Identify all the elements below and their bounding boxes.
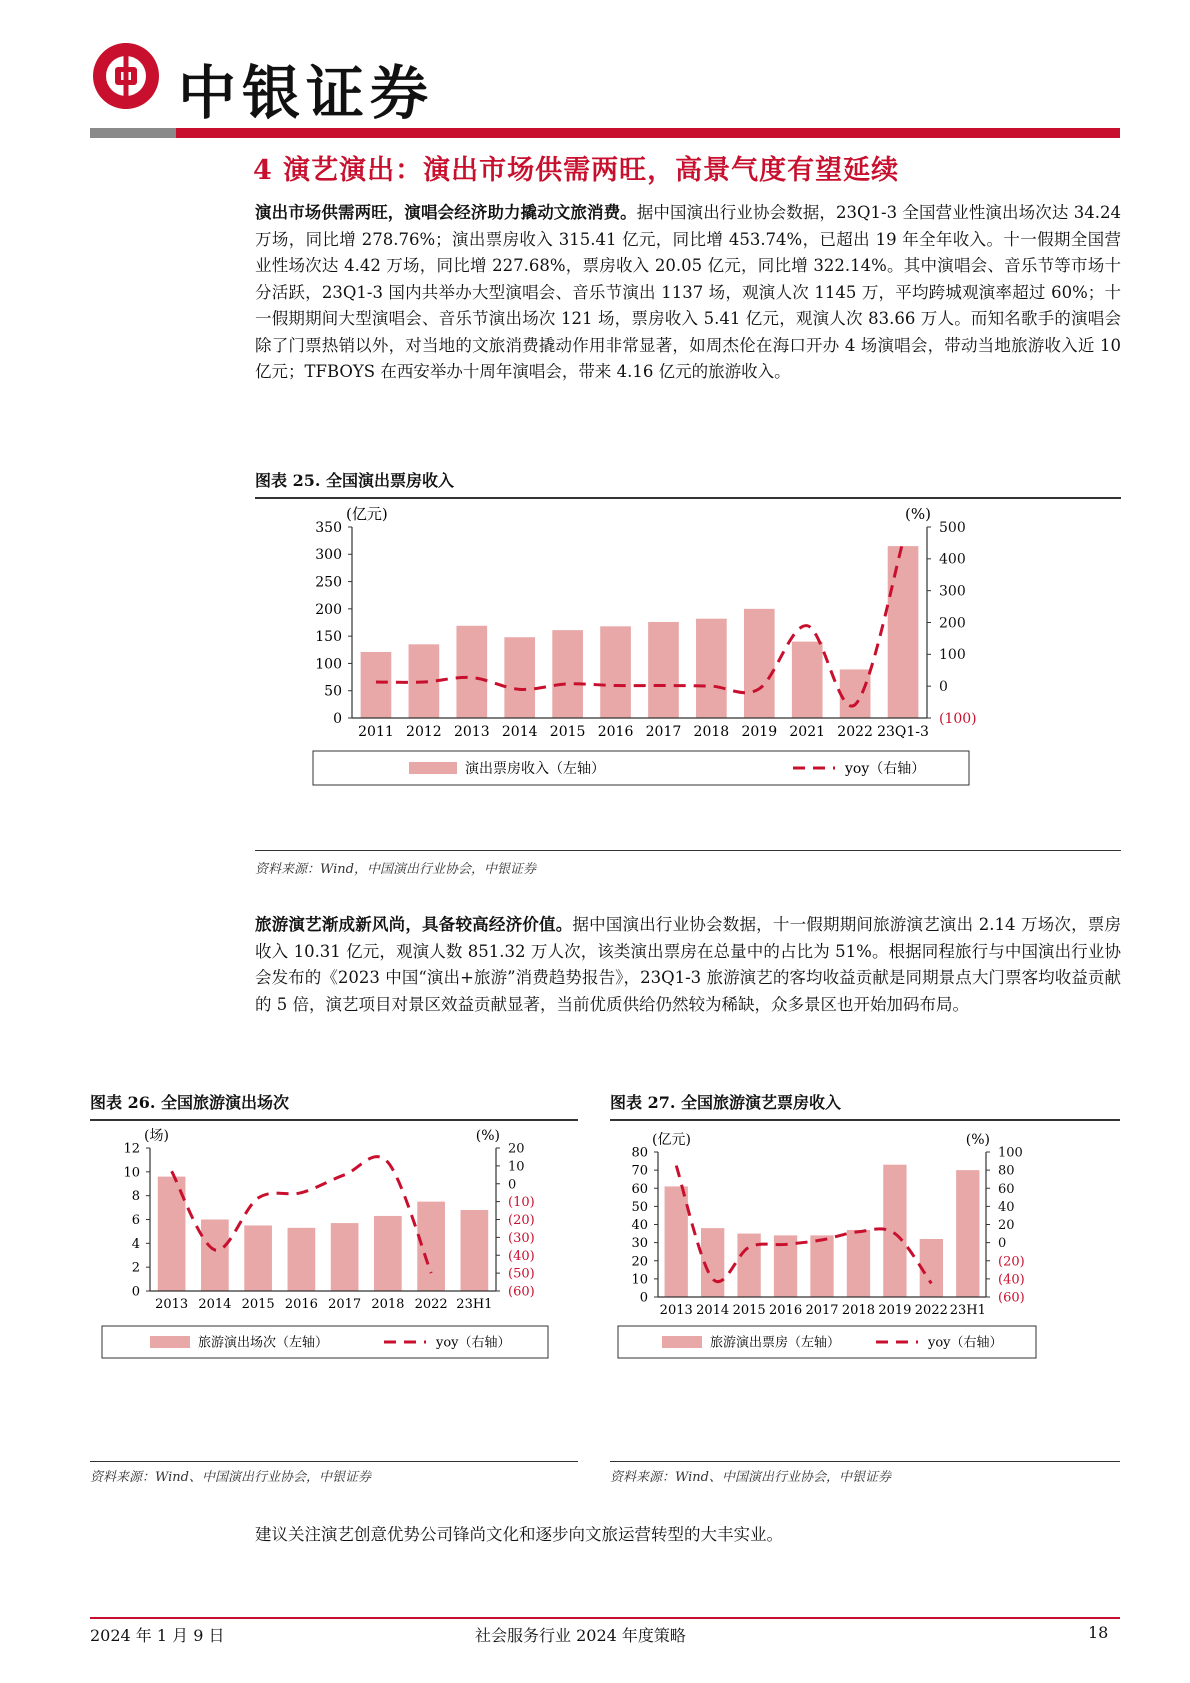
paragraph-2-lead: 旅游演艺渐成新风尚，具备较高经济价值。 [255, 915, 573, 934]
fig27-y2tick-label: 20 [998, 1218, 1015, 1234]
fig26-bar-2014 [201, 1220, 229, 1292]
logo [90, 40, 162, 112]
section-title: 4 演艺演出：演出市场供需两旺，高景气度有望延续 [253, 155, 900, 186]
fig26-bar-2017 [331, 1223, 359, 1291]
fig26-y2tick-label: (50) [508, 1266, 535, 1282]
fig26-ytick-label: 10 [123, 1165, 140, 1181]
fig25-right-unit: (%) [905, 505, 931, 523]
fig25-bar-2015 [552, 630, 583, 718]
footer-title: 社会服务行业 2024 年度策略 [475, 1626, 686, 1645]
fig27-ytick-label: 80 [631, 1145, 648, 1161]
fig27-xtick-label: 2017 [805, 1303, 839, 1318]
brand-name: 中银证券 [178, 59, 435, 127]
fig25-bottom-rule [255, 850, 1121, 851]
fig25-legend-line-label: yoy（右轴） [845, 760, 926, 777]
paragraph-1 [255, 200, 1121, 386]
fig26-legend-bar-label: 旅游演出场次（左轴） [198, 1335, 329, 1351]
header-rule-red [176, 128, 1120, 138]
fig25-yoy-line [376, 542, 903, 706]
fig25-ytick-label: 300 [315, 547, 342, 564]
fig26-ytick-label: 2 [131, 1260, 140, 1276]
fig26-xtick-label: 2013 [155, 1297, 189, 1312]
fig25-bar-2022 [840, 669, 871, 718]
fig27-bar-2013 [665, 1186, 688, 1297]
fig26-y2tick-label: 10 [508, 1159, 525, 1175]
fig27-ytick-label: 30 [631, 1236, 648, 1252]
fig26-y2tick-label: (30) [508, 1230, 535, 1246]
fig25-legend-bar-swatch [409, 762, 457, 774]
fig25-y2tick-label: 300 [939, 583, 966, 600]
fig25-ytick-label: 0 [333, 710, 342, 727]
fig27-xtick-label: 2013 [659, 1303, 693, 1318]
fig26-right-unit: (%) [475, 1128, 500, 1144]
fig26-xtick-label: 2014 [198, 1297, 232, 1312]
fig26-bar-23H1 [461, 1210, 489, 1291]
fig27-ytick-label: 50 [631, 1199, 648, 1215]
fig26-xtick-label: 2017 [328, 1297, 362, 1312]
fig27-xtick-label: 2014 [696, 1303, 730, 1318]
fig27-xtick-label: 2019 [878, 1303, 912, 1318]
fig25-chart [255, 505, 1121, 849]
fig25-y2tick-label: 500 [939, 519, 966, 536]
fig25-xtick-label: 2013 [453, 724, 490, 740]
fig25-ytick-label: 350 [315, 519, 342, 536]
fig27-chart [610, 1126, 1120, 1460]
fig27-y2tick-label: 40 [998, 1199, 1015, 1215]
fig27-xtick-label: 2018 [841, 1303, 875, 1318]
fig25-y2tick-label: 100 [939, 647, 966, 664]
fig26-y2tick-label: 0 [508, 1177, 517, 1193]
fig25-xtick-label: 2014 [501, 724, 538, 740]
fig26-y2tick-label: (10) [508, 1195, 535, 1211]
footer-date: 2024 年 1 月 9 日 [90, 1626, 225, 1645]
fig26-bar-2022 [417, 1202, 445, 1291]
fig27-bottom-rule [610, 1461, 1120, 1462]
fig25-xtick-label: 2017 [645, 724, 682, 740]
fig27-xtick-label: 2016 [769, 1303, 803, 1318]
fig27-y2tick-label: (60) [998, 1290, 1025, 1306]
fig27-legend-bar-swatch [662, 1336, 702, 1348]
paragraph-2 [255, 912, 1121, 1018]
footer-page-number: 18 [1088, 1623, 1109, 1642]
fig27-bar-2015 [737, 1234, 760, 1297]
fig27-ytick-label: 60 [631, 1181, 648, 1197]
fig27-ytick-label: 70 [631, 1163, 648, 1179]
fig26-ytick-label: 0 [131, 1284, 140, 1300]
fig27-ytick-label: 10 [631, 1272, 648, 1288]
fig25-xtick-label: 2016 [597, 724, 634, 740]
fig26-legend-bar-swatch [150, 1336, 190, 1348]
fig26-legend-line-label: yoy（右轴） [436, 1335, 511, 1351]
fig26-bar-2015 [244, 1225, 272, 1291]
fig27-y2tick-label: 0 [998, 1236, 1007, 1252]
fig25-ytick-label: 250 [315, 574, 342, 591]
fig25-bar-23Q1-3 [888, 546, 919, 718]
fig27-legend-line-label: yoy（右轴） [928, 1335, 1003, 1351]
fig25-legend-bar-label: 演出票房收入（左轴） [465, 760, 605, 777]
fig27-right-unit: (%) [965, 1132, 990, 1148]
fig25-xtick-label: 2022 [837, 724, 873, 740]
fig26-chart [90, 1126, 578, 1460]
fig26-ytick-label: 4 [131, 1236, 140, 1252]
fig26-xtick-label: 2015 [241, 1297, 275, 1312]
bank-logo-icon [90, 40, 162, 112]
fig25-bar-2017 [648, 622, 679, 718]
paragraph-3: 建议关注演艺创意优势公司锋尚文化和逐步向文旅运营转型的大丰实业。 [255, 1525, 783, 1544]
fig25-source: 资料来源：Wind，中国演出行业协会，中银证券 [255, 862, 536, 877]
fig25-ytick-label: 150 [315, 629, 342, 646]
fig26-xtick-label: 2018 [371, 1297, 405, 1312]
fig26-xtick-label: 2022 [414, 1297, 448, 1312]
header-rule-gray [90, 128, 176, 138]
fig25-bar-2021 [792, 642, 823, 718]
fig26-left-unit: (场) [144, 1128, 169, 1144]
fig26-bottom-rule [90, 1461, 578, 1462]
fig25-bar-2011 [361, 652, 392, 718]
fig26-ytick-label: 6 [131, 1213, 140, 1229]
fig27-y2tick-label: (20) [998, 1254, 1025, 1270]
fig27-xtick-label: 23H1 [949, 1303, 986, 1318]
fig25-xtick-label: 23Q1-3 [877, 724, 929, 740]
fig25-ytick-label: 50 [324, 683, 342, 700]
fig27-bar-2017 [810, 1235, 833, 1297]
fig27-ytick-label: 20 [631, 1254, 648, 1270]
fig26-bar-2018 [374, 1216, 402, 1291]
fig26-y2tick-label: (20) [508, 1213, 535, 1229]
fig27-left-unit: (亿元) [652, 1132, 691, 1148]
fig25-bar-2016 [600, 626, 631, 718]
fig27-source: 资料来源：Wind、中国演出行业协会，中银证券 [610, 1470, 891, 1485]
fig26-y2tick-label: (40) [508, 1248, 535, 1264]
fig27-y2tick-label: 60 [998, 1181, 1015, 1197]
fig25-xtick-label: 2012 [406, 724, 442, 740]
fig25-bar-2014 [504, 637, 535, 718]
fig25-bar-2018 [696, 619, 727, 718]
paragraph-1-body: 据中国演出行业协会数据，23Q1-3 全国营业性演出场次达 34.24 万场，同比增 278.76%；演出票房收入 315.41 亿元，同比增 453.74%，已超出 19 年全年收入。十一假期全国营业性场次达 4.42 万场，同比增 227.68%，票房收入 20.05 亿元，同比增 322.14%。其中演唱会、音乐节等市场十分活跃，23Q1-3 国内共举办大型演唱会、音乐节演出 1137 场，观演人次 1145 万，平均跨城观演率超过 60%；十一假期期间大型演唱会、音乐节演出场次 121 场，票房收入 5.41 亿元，观演人次 83.66 万人。而知名歌手的演唱会除了门票热销以外，对当地的文旅消费撬动作用非常显著，如周杰伦在海口开办 4 场演唱会，带动当地旅游收入近 10 亿元；TFBOYS 在西安举办十周年演唱会，带来 4.16 亿元的旅游收入。 [255, 203, 1122, 381]
fig26-xtick-label: 23H1 [456, 1297, 493, 1312]
fig25-ytick-label: 100 [315, 656, 342, 673]
fig25-y2tick-label: 200 [939, 615, 966, 632]
fig25-xtick-label: 2019 [741, 724, 778, 740]
fig26-ytick-label: 12 [123, 1141, 140, 1157]
fig27-bar-23H1 [956, 1170, 979, 1297]
fig25-xtick-label: 2011 [358, 724, 394, 740]
fig25-caption: 图表 25. 全国演出票房收入 [255, 468, 1121, 499]
fig26-caption: 图表 26. 全国旅游演出场次 [90, 1090, 578, 1121]
fig27-bar-2018 [847, 1230, 870, 1297]
fig27-bar-2019 [883, 1165, 906, 1297]
fig27-y2tick-label: 100 [998, 1145, 1023, 1161]
fig26-bar-2016 [288, 1228, 316, 1291]
footer-rule [90, 1617, 1120, 1619]
fig27-ytick-label: 0 [639, 1290, 648, 1306]
fig26-ytick-label: 8 [131, 1189, 140, 1205]
fig27-xtick-label: 2015 [732, 1303, 766, 1318]
fig25-y2tick-label: (100) [939, 710, 977, 727]
fig25-xtick-label: 2021 [789, 724, 826, 740]
fig25-ytick-label: 200 [315, 601, 342, 618]
fig25-bar-2013 [456, 626, 487, 718]
fig27-caption: 图表 27. 全国旅游演艺票房收入 [610, 1090, 1120, 1121]
fig26-xtick-label: 2016 [284, 1297, 318, 1312]
fig27-y2tick-label: (40) [998, 1272, 1025, 1288]
fig25-y2tick-label: 400 [939, 551, 966, 568]
fig27-ytick-label: 40 [631, 1218, 648, 1234]
paragraph-2-body: 据中国演出行业协会数据，十一假期期间旅游演艺演出 2.14 万场次，票房收入 10.31 亿元，观演人数 851.32 万人次，该类演出票房在总量中的占比为 51%。根据同程旅行与中国演出行业协会发布的《2023 中国“演出+旅游”消费趋势报告》，23Q1-3 旅游演艺的客均收益贡献是同期景点大门票客均收益贡献的 5 倍，演艺项目对景区效益贡献显著，当前优质供给仍然较为稀缺，众多景区也开始加码布局。 [255, 915, 1121, 1014]
fig26-y2tick-label: (60) [508, 1284, 535, 1300]
fig25-left-unit: (亿元) [346, 505, 388, 523]
fig27-y2tick-label: 80 [998, 1163, 1015, 1179]
fig26-source: 资料来源：Wind、中国演出行业协会，中银证券 [90, 1470, 371, 1485]
fig25-xtick-label: 2018 [693, 724, 730, 740]
fig26-y2tick-label: 20 [508, 1141, 525, 1157]
fig27-xtick-label: 2022 [914, 1303, 948, 1318]
paragraph-1-lead: 演出市场供需两旺，演唱会经济助力撬动文旅消费。 [255, 203, 637, 222]
fig27-legend-bar-label: 旅游演出票房（左轴） [710, 1335, 841, 1351]
fig25-y2tick-label: 0 [939, 679, 948, 696]
fig25-xtick-label: 2015 [549, 724, 586, 740]
fig25-bar-2019 [744, 609, 775, 718]
